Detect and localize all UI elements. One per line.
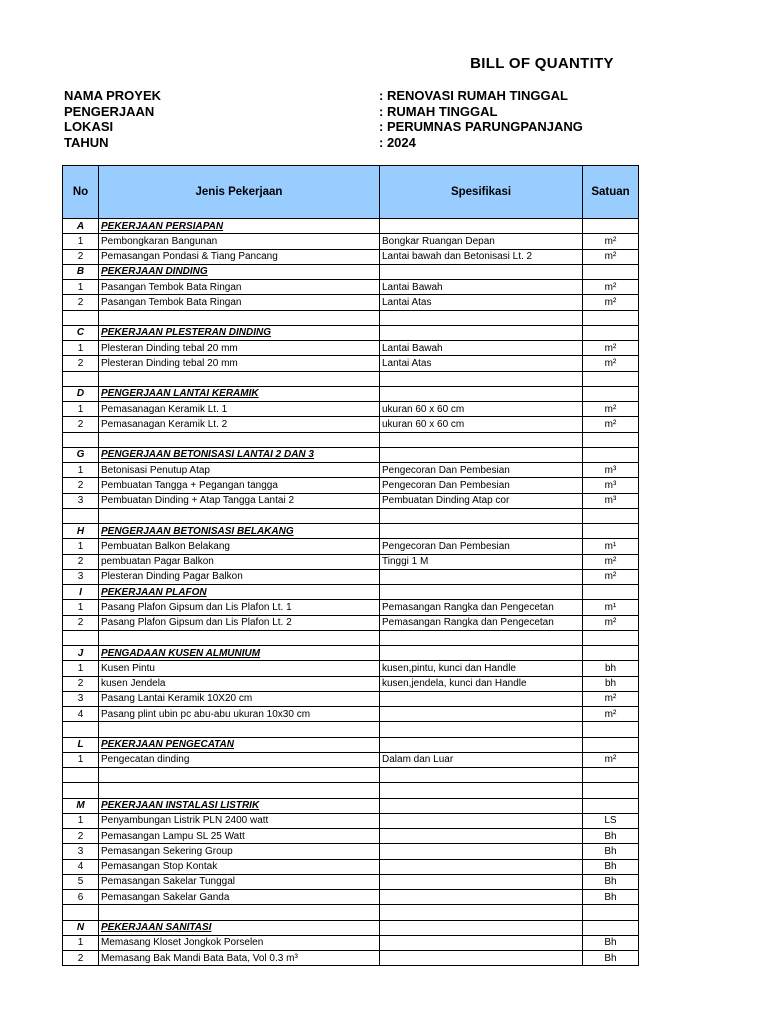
row-job: Pemasanagan Keramik Lt. 1 — [99, 402, 380, 417]
row-spec — [380, 630, 583, 645]
row-spec — [380, 813, 583, 828]
row-unit: Bh — [583, 874, 639, 889]
project-name-value: : RENOVASI RUMAH TINGGAL — [379, 88, 568, 103]
row-no: A — [63, 219, 99, 234]
row-job: PENGERJAAN BETONISASI LANTAI 2 DAN 3 — [99, 447, 380, 462]
row-no: 1 — [63, 234, 99, 249]
row-no — [63, 722, 99, 737]
row-spec — [380, 310, 583, 325]
row-job: Penyambungan Listrik PLN 2400 watt — [99, 813, 380, 828]
row-unit — [583, 325, 639, 340]
table-row — [63, 752, 639, 767]
table-row — [63, 890, 639, 905]
row-job — [99, 768, 380, 783]
row-spec: Lantai Bawah — [380, 280, 583, 295]
table-row — [63, 707, 639, 722]
row-job: PEKERJAAN PENGECATAN — [99, 737, 380, 752]
row-unit — [583, 585, 639, 600]
row-no: D — [63, 386, 99, 401]
table-row — [63, 935, 639, 950]
row-spec — [380, 371, 583, 386]
row-spec: Dalam dan Luar — [380, 752, 583, 767]
row-spec — [380, 920, 583, 935]
table-row — [63, 630, 639, 645]
row-no: 1 — [63, 813, 99, 828]
table-row — [63, 341, 639, 356]
row-spec — [380, 447, 583, 462]
section-row — [63, 737, 639, 752]
row-job: Plesteran Dinding tebal 20 mm — [99, 356, 380, 371]
row-spec — [380, 874, 583, 889]
row-spec: Pengecoran Dan Pembesian — [380, 478, 583, 493]
table-header-row — [63, 166, 639, 219]
row-no — [63, 630, 99, 645]
row-no: 1 — [63, 463, 99, 478]
boq-table-body — [63, 219, 639, 966]
row-no: 3 — [63, 691, 99, 706]
row-job: Memasang Kloset Jongkok Porselen — [99, 935, 380, 950]
row-no — [63, 432, 99, 447]
row-no: 2 — [63, 417, 99, 432]
row-unit: m¹ — [583, 600, 639, 615]
table-row — [63, 569, 639, 584]
table-row — [63, 234, 639, 249]
row-unit — [583, 798, 639, 813]
row-unit — [583, 630, 639, 645]
row-spec — [380, 768, 583, 783]
row-no: 1 — [63, 280, 99, 295]
table-row — [63, 844, 639, 859]
row-spec — [380, 707, 583, 722]
row-spec: Pemasangan Rangka dan Pengecetan — [380, 615, 583, 630]
project-info-row — [64, 119, 704, 135]
section-row — [63, 219, 639, 234]
row-unit — [583, 783, 639, 798]
row-job: Pasangan Tembok Bata Ringan — [99, 280, 380, 295]
row-no: 2 — [63, 554, 99, 569]
row-job: Pembongkaran Bangunan — [99, 234, 380, 249]
row-no: 2 — [63, 356, 99, 371]
row-job: Pemasangan Stop Kontak — [99, 859, 380, 874]
row-unit: m³ — [583, 478, 639, 493]
row-job: Betonisasi Penutup Atap — [99, 463, 380, 478]
row-unit — [583, 508, 639, 523]
row-no: L — [63, 737, 99, 752]
row-unit: m² — [583, 402, 639, 417]
table-row — [63, 432, 639, 447]
row-spec — [380, 432, 583, 447]
row-job: Pemasangan Lampu SL 25 Watt — [99, 829, 380, 844]
row-job: Plesteran Dinding Pagar Balkon — [99, 569, 380, 584]
row-job: PEKERJAAN SANITASI — [99, 920, 380, 935]
section-row — [63, 585, 639, 600]
row-spec — [380, 737, 583, 752]
document-title: BILL OF QUANTITY — [470, 55, 614, 72]
row-spec: Lantai bawah dan Betonisasi Lt. 2 — [380, 249, 583, 264]
table-row — [63, 813, 639, 828]
row-unit: m² — [583, 356, 639, 371]
row-unit — [583, 310, 639, 325]
row-spec — [380, 783, 583, 798]
row-no: M — [63, 798, 99, 813]
row-unit — [583, 768, 639, 783]
row-unit: bh — [583, 661, 639, 676]
row-no: 4 — [63, 859, 99, 874]
row-job — [99, 310, 380, 325]
row-unit: m² — [583, 615, 639, 630]
row-no — [63, 310, 99, 325]
row-unit — [583, 646, 639, 661]
row-job: Pembuatan Tangga + Pegangan tangga — [99, 478, 380, 493]
row-job: Pemasangan Pondasi & Tiang Pancang — [99, 249, 380, 264]
row-job — [99, 630, 380, 645]
project-info-row — [64, 88, 704, 104]
row-spec — [380, 569, 583, 584]
row-spec — [380, 219, 583, 234]
row-spec — [380, 386, 583, 401]
row-unit — [583, 386, 639, 401]
row-job: Pasang plint ubin pc abu-abu ukuran 10x30 cm — [99, 707, 380, 722]
row-job — [99, 508, 380, 523]
table-row — [63, 615, 639, 630]
row-job — [99, 432, 380, 447]
row-job: pembuatan Pagar Balkon — [99, 554, 380, 569]
row-job: Pasang Plafon Gipsum dan Lis Plafon Lt. 1 — [99, 600, 380, 615]
row-no — [63, 768, 99, 783]
table-row — [63, 554, 639, 569]
row-job — [99, 371, 380, 386]
table-row — [63, 295, 639, 310]
section-row — [63, 920, 639, 935]
row-spec — [380, 890, 583, 905]
row-unit — [583, 737, 639, 752]
boq-table — [62, 165, 639, 966]
row-job: Pasang Lantai Keramik 10X20 cm — [99, 691, 380, 706]
row-spec — [380, 325, 583, 340]
row-unit — [583, 371, 639, 386]
row-job: kusen Jendela — [99, 676, 380, 691]
row-no: 6 — [63, 890, 99, 905]
header-job: Jenis Pekerjaan — [99, 166, 380, 219]
row-no: 1 — [63, 402, 99, 417]
row-job — [99, 905, 380, 920]
row-unit: m² — [583, 280, 639, 295]
header-unit: Satuan — [583, 166, 639, 219]
row-unit: m² — [583, 295, 639, 310]
project-info-row — [64, 104, 704, 120]
row-no: 1 — [63, 935, 99, 950]
row-no: 2 — [63, 249, 99, 264]
table-row — [63, 280, 639, 295]
row-spec: Lantai Atas — [380, 295, 583, 310]
row-job: PEKERJAAN INSTALASI LISTRIK — [99, 798, 380, 813]
row-no: 2 — [63, 829, 99, 844]
table-row — [63, 463, 639, 478]
row-job: Pasangan Tembok Bata Ringan — [99, 295, 380, 310]
row-spec: Lantai Atas — [380, 356, 583, 371]
row-no: 1 — [63, 341, 99, 356]
row-job: Pemasangan Sakelar Tunggal — [99, 874, 380, 889]
row-no: B — [63, 264, 99, 279]
row-job: Pengecatan dinding — [99, 752, 380, 767]
row-spec — [380, 524, 583, 539]
row-no: 3 — [63, 844, 99, 859]
row-unit — [583, 722, 639, 737]
section-row — [63, 646, 639, 661]
row-job: Plesteran Dinding tebal 20 mm — [99, 341, 380, 356]
table-row — [63, 402, 639, 417]
row-unit — [583, 905, 639, 920]
table-row — [63, 493, 639, 508]
table-row — [63, 768, 639, 783]
row-spec: Pembuatan Dinding Atap cor — [380, 493, 583, 508]
row-spec — [380, 722, 583, 737]
row-spec — [380, 844, 583, 859]
work-type-value: : RUMAH TINGGAL — [379, 103, 498, 119]
row-unit — [583, 524, 639, 539]
table-row — [63, 829, 639, 844]
table-row — [63, 539, 639, 554]
header-no: No — [63, 166, 99, 219]
table-row — [63, 356, 639, 371]
row-job: PENGERJAAN LANTAI KERAMIK — [99, 386, 380, 401]
row-spec: Pengecoran Dan Pembesian — [380, 539, 583, 554]
row-no: 3 — [63, 569, 99, 584]
row-no: 1 — [63, 661, 99, 676]
row-no: 2 — [63, 615, 99, 630]
row-unit: Bh — [583, 951, 639, 966]
row-unit: m³ — [583, 493, 639, 508]
row-unit: Bh — [583, 890, 639, 905]
row-job: Pemasangan Sekering Group — [99, 844, 380, 859]
section-row — [63, 447, 639, 462]
row-no: C — [63, 325, 99, 340]
row-no: 2 — [63, 676, 99, 691]
table-row — [63, 371, 639, 386]
row-no: 3 — [63, 493, 99, 508]
row-job: Pasang Plafon Gipsum dan Lis Plafon Lt. 2 — [99, 615, 380, 630]
year-value: : 2024 — [379, 134, 416, 150]
row-job: PEKERJAAN DINDING — [99, 264, 380, 279]
row-unit: m² — [583, 752, 639, 767]
row-unit: m² — [583, 234, 639, 249]
row-job: PENGERJAAN BETONISASI BELAKANG — [99, 524, 380, 539]
row-unit: Bh — [583, 859, 639, 874]
table-row — [63, 905, 639, 920]
project-info — [64, 88, 704, 150]
row-job: PEKERJAAN PERSIAPAN — [99, 219, 380, 234]
table-row — [63, 691, 639, 706]
row-unit: bh — [583, 676, 639, 691]
row-spec — [380, 508, 583, 523]
row-job: Kusen Pintu — [99, 661, 380, 676]
row-no: 2 — [63, 951, 99, 966]
section-row — [63, 798, 639, 813]
row-spec: Pengecoran Dan Pembesian — [380, 463, 583, 478]
row-unit — [583, 447, 639, 462]
row-unit: m² — [583, 341, 639, 356]
row-spec — [380, 691, 583, 706]
row-spec — [380, 829, 583, 844]
row-no — [63, 508, 99, 523]
row-job — [99, 783, 380, 798]
table-row — [63, 722, 639, 737]
table-row — [63, 859, 639, 874]
row-unit: Bh — [583, 829, 639, 844]
section-row — [63, 264, 639, 279]
row-spec — [380, 585, 583, 600]
row-no — [63, 905, 99, 920]
row-unit: LS — [583, 813, 639, 828]
row-job: Pembuatan Dinding + Atap Tangga Lantai 2 — [99, 493, 380, 508]
row-unit — [583, 219, 639, 234]
row-spec: Tinggi 1 M — [380, 554, 583, 569]
row-unit: m² — [583, 417, 639, 432]
table-row — [63, 310, 639, 325]
row-spec: Lantai Bawah — [380, 341, 583, 356]
section-row — [63, 524, 639, 539]
location-label: LOKASI — [64, 119, 114, 134]
row-unit: m² — [583, 707, 639, 722]
row-no: G — [63, 447, 99, 462]
row-unit: Bh — [583, 935, 639, 950]
table-row — [63, 508, 639, 523]
row-no: 1 — [63, 539, 99, 554]
table-row — [63, 600, 639, 615]
row-unit: m² — [583, 691, 639, 706]
table-row — [63, 783, 639, 798]
row-spec — [380, 264, 583, 279]
section-row — [63, 386, 639, 401]
row-job — [99, 722, 380, 737]
row-spec: ukuran 60 x 60 cm — [380, 402, 583, 417]
row-unit: Bh — [583, 844, 639, 859]
row-job: PENGADAAN KUSEN ALMUNIUM — [99, 646, 380, 661]
table-row — [63, 661, 639, 676]
row-no: 2 — [63, 295, 99, 310]
row-spec — [380, 951, 583, 966]
row-unit: m² — [583, 569, 639, 584]
row-no: 2 — [63, 478, 99, 493]
row-spec — [380, 859, 583, 874]
row-job: Memasang Bak Mandi Bata Bata, Vol 0.3 m³ — [99, 951, 380, 966]
table-row — [63, 874, 639, 889]
row-no: J — [63, 646, 99, 661]
row-unit: m² — [583, 249, 639, 264]
row-job: PEKERJAAN PLAFON — [99, 585, 380, 600]
row-job: Pemasangan Sakelar Ganda — [99, 890, 380, 905]
header-spec: Spesifikasi — [380, 166, 583, 219]
row-job: PEKERJAAN PLESTERAN DINDING — [99, 325, 380, 340]
year-label: TAHUN — [64, 134, 109, 150]
table-row — [63, 249, 639, 264]
row-no — [63, 371, 99, 386]
row-unit: m³ — [583, 463, 639, 478]
location-value: : PERUMNAS PARUNGPANJANG — [379, 119, 583, 134]
section-row — [63, 325, 639, 340]
table-row — [63, 676, 639, 691]
row-no: H — [63, 524, 99, 539]
work-type-label: PENGERJAAN — [64, 103, 155, 119]
row-no: I — [63, 585, 99, 600]
row-spec: kusen,pintu, kunci dan Handle — [380, 661, 583, 676]
row-spec: kusen,jendela, kunci dan Handle — [380, 676, 583, 691]
table-row — [63, 417, 639, 432]
row-unit: m² — [583, 554, 639, 569]
row-unit — [583, 264, 639, 279]
row-spec: Pemasangan Rangka dan Pengecetan — [380, 600, 583, 615]
row-no: 1 — [63, 752, 99, 767]
row-no — [63, 783, 99, 798]
row-spec — [380, 905, 583, 920]
row-no: 4 — [63, 707, 99, 722]
row-job: Pembuatan Balkon Belakang — [99, 539, 380, 554]
project-info-row — [64, 135, 704, 151]
row-no: 5 — [63, 874, 99, 889]
row-unit — [583, 920, 639, 935]
row-job: Pemasanagan Keramik Lt. 2 — [99, 417, 380, 432]
project-name-label: NAMA PROYEK — [64, 88, 162, 103]
row-spec — [380, 935, 583, 950]
row-unit — [583, 432, 639, 447]
row-spec: ukuran 60 x 60 cm — [380, 417, 583, 432]
row-no: 1 — [63, 600, 99, 615]
row-unit: m¹ — [583, 539, 639, 554]
row-spec — [380, 646, 583, 661]
row-spec: Bongkar Ruangan Depan — [380, 234, 583, 249]
table-row — [63, 951, 639, 966]
row-spec — [380, 798, 583, 813]
table-row — [63, 478, 639, 493]
row-no: N — [63, 920, 99, 935]
